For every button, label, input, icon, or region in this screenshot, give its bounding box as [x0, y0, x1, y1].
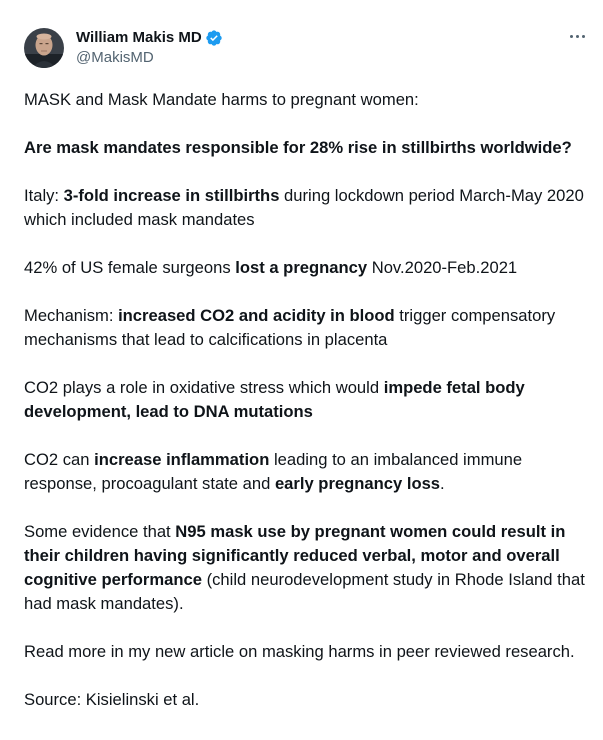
tweet-bold-span: lost a pregnancy	[235, 258, 368, 277]
tweet-bold-span: Are mask mandates responsible for 28% rise in stillbirths worldwide?	[24, 138, 572, 157]
tweet-paragraph	[24, 376, 589, 424]
tweet-bold-span: N95 mask use by pregnant women could result in their children having significantly reduced verbal, motor and overall cognitive performance	[24, 522, 566, 589]
avatar[interactable]	[24, 28, 64, 68]
tweet-bold-span: early pregnancy loss	[274, 474, 441, 493]
tweet-text-span: CO2 plays a role in oxidative stress which would	[24, 378, 384, 397]
tweet-paragraph	[24, 184, 589, 232]
tweet-paragraph	[24, 304, 589, 352]
tweet-paragraph	[24, 88, 589, 112]
tweet-bold-span: 3-fold increase in stillbirths	[63, 186, 280, 205]
author-names	[76, 28, 223, 68]
tweet-text-span: Italy:	[24, 186, 64, 205]
more-horizontal-icon[interactable]	[567, 26, 587, 46]
tweet-paragraph	[24, 448, 589, 496]
tweet-text-span: during lockdown period March-May 2020 which included mask mandates	[24, 186, 584, 229]
verified-badge-icon	[205, 29, 223, 47]
tweet-text-span: CO2 can	[24, 450, 95, 469]
tweet-text-span: MASK and Mask Mandate harms to pregnant women:	[24, 90, 419, 109]
avatar-image	[24, 28, 64, 68]
tweet-text	[24, 88, 589, 736]
tweet-bold-span: increased CO2 and acidity in blood	[118, 306, 395, 325]
tweet-paragraph	[24, 136, 589, 160]
tweet-paragraph	[24, 520, 589, 616]
tweet-text-span: Source: Kisielinski et al.	[24, 690, 200, 709]
tweet-header	[24, 28, 223, 68]
author-handle[interactable]: @MakisMD	[76, 49, 154, 66]
name-row	[76, 28, 223, 48]
tweet-paragraph	[24, 640, 589, 664]
tweet-text-span: .	[440, 474, 445, 493]
tweet-text-span: Mechanism:	[24, 306, 119, 325]
tweet-text-span: Nov.2020-Feb.2021	[367, 258, 518, 277]
tweet-text-span: Some evidence that	[24, 522, 176, 541]
tweet-bold-span: increase inflammation	[94, 450, 270, 469]
tweet-paragraph	[24, 688, 589, 712]
tweet-text-span: leading to an imbalanced immune response, procoagulant state and	[24, 450, 523, 493]
tweet-bold-span: impede fetal body development, lead to DNA mutations	[24, 378, 525, 421]
tweet-text-span: trigger compensatory mechanisms that lead to calcifications in placenta	[24, 306, 556, 349]
tweet-text-span: Read more in my new article on masking harms in peer reviewed research.	[24, 642, 575, 661]
tweet-text-span: (child neurodevelopment study in Rhode Island that had mask mandates).	[24, 570, 585, 613]
author-display-name[interactable]: William Makis MD	[76, 29, 202, 46]
tweet-paragraph	[24, 256, 589, 280]
tweet-text-span: 42% of US female surgeons	[24, 258, 236, 277]
